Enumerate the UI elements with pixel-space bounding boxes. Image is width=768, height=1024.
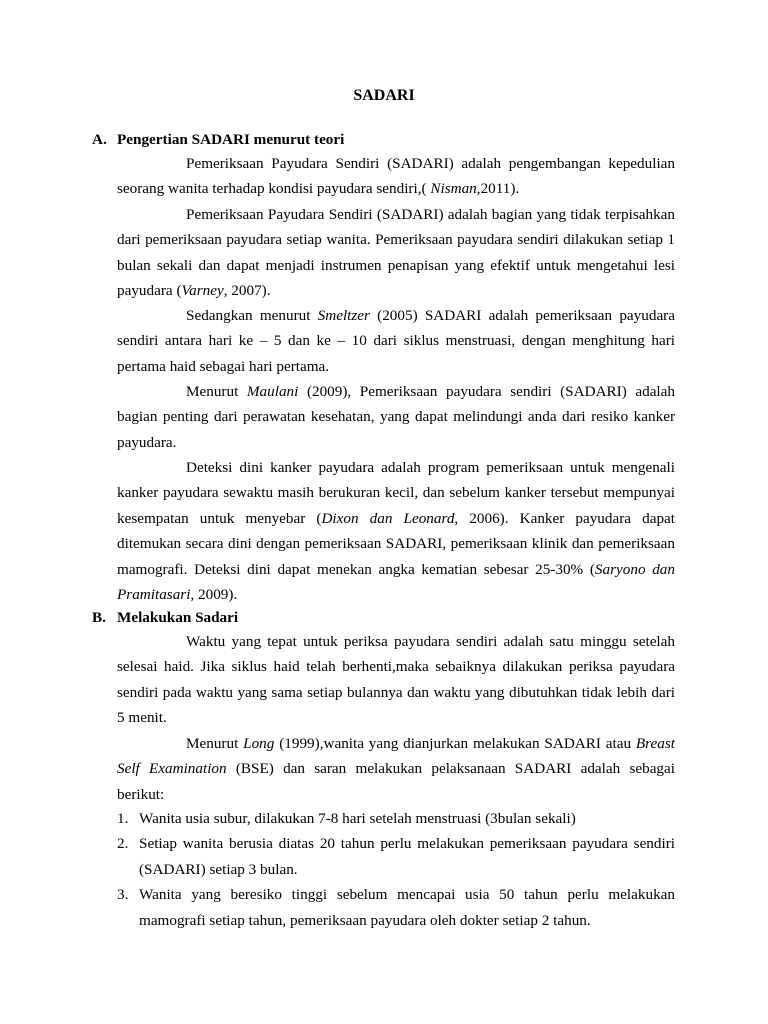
list-item xyxy=(117,831,675,882)
text-run: ,2011). xyxy=(476,180,520,198)
list-text: Setiap wanita berusia diatas 20 tahun perlu melakukan pemeriksaan payudara sendiri (SADARI) setiap 3 bulan. xyxy=(139,835,675,878)
recommendation-list xyxy=(117,806,675,933)
term: Breast Self Examination xyxy=(117,735,675,778)
text-run: Menurut xyxy=(186,383,247,400)
section-b-title: Melakukan Sadari xyxy=(117,609,239,626)
citation: Nisman xyxy=(430,180,477,198)
section-b-paragraph-1: Waktu yang tepat untuk periksa payudara sendiri adalah satu minggu setelah selesai haid. Jika siklus haid telah berhenti,maka sebaiknya dilakukan periksa payudara sendiri pada waktu yang sama setiap bulannya dan waktu yang dibutuhkan tidak lebih dari 5 menit. xyxy=(117,633,675,727)
citation: Smeltzer xyxy=(317,307,370,324)
text-run: , 2007). xyxy=(223,282,271,300)
citation: Varney xyxy=(181,282,224,300)
text-run: , 2009). xyxy=(190,586,238,604)
list-number: 1. xyxy=(117,810,129,827)
section-a-paragraph-5 xyxy=(117,455,675,607)
list-item xyxy=(117,806,675,831)
text-run: Pemeriksaan Payudara Sendiri (SADARI) adalah pengembangan kepedulian seorang wanita terhadap kondisi payudara sendiri,( xyxy=(117,155,675,198)
section-b-heading xyxy=(92,609,238,627)
section-b-paragraph-2 xyxy=(117,731,675,807)
document-title: SADARI xyxy=(353,87,415,104)
citation: Long xyxy=(243,735,275,752)
list-text: Wanita yang beresiko tinggi sebelum mencapai usia 50 tahun perlu melakukan mamografi setiap tahun, pemeriksaan payudara oleh dokter setiap 2 tahun. xyxy=(139,886,675,929)
section-a-label: A. xyxy=(92,131,107,148)
text-run: (BSE) dan saran melakukan pelaksanaan SADARI adalah sebagai berikut: xyxy=(117,760,675,803)
section-a-paragraph-2 xyxy=(117,202,675,304)
text-run: (2005) SADARI adalah pemeriksaan payudara sendiri antara hari ke – 5 dan ke – 10 dari siklus menstruasi, dengan menghitung hari pertama haid sebagai hari pertama. xyxy=(117,307,675,375)
list-item xyxy=(117,882,675,933)
text-run: Pemeriksaan Payudara Sendiri (SADARI) adalah bagian yang tidak terpisahkan dari pemeriksaan payudara setiap wanita. Pemeriksaan payudara sendiri dilakukan setiap 1 bulan sekali dan dapat menjadi instrumen penapisan yang efektif untuk mengetahui lesi payudara ( xyxy=(117,206,675,300)
citation: Saryono dan Pramitasari xyxy=(117,560,675,604)
text-run: Sedangkan menurut xyxy=(186,307,318,324)
text-run: Deteksi dini kanker payudara adalah program pemeriksaan untuk mengenali kanker payudara sewaktu masih berukuran kecil, dan sebelum kanker tersebut mempunyai kesempatan untuk menyebar ( xyxy=(117,459,675,527)
text-run: Menurut xyxy=(186,735,244,752)
list-number: 3. xyxy=(117,886,129,904)
section-a-paragraph-4 xyxy=(117,379,675,455)
citation: Maulani xyxy=(246,383,299,400)
text-run: (1999),wanita yang dianjurkan melakukan SADARI atau xyxy=(274,735,636,752)
section-a-paragraph-3 xyxy=(117,303,675,379)
text-run: (2009), Pemeriksaan payudara sendiri (SADARI) adalah bagian penting dari perawatan kesehatan, yang dapat melindungi anda dari resiko kanker payudara. xyxy=(117,383,675,451)
section-a-title: Pengertian SADARI menurut teori xyxy=(117,131,345,148)
list-text: Wanita usia subur, dilakukan 7-8 hari setelah menstruasi (3bulan sekali) xyxy=(139,810,576,827)
list-number: 2. xyxy=(117,835,129,853)
section-a-paragraph-1 xyxy=(117,151,675,202)
text-run: , 2006). Kanker payudara dapat ditemukan secara dini dengan pemeriksaan SADARI, pemeriksaan klinik dan pemeriksaan mamografi. Deteksi dini dapat menekan angka kematian sebesar 25-30% ( xyxy=(117,509,675,578)
section-a-heading xyxy=(92,131,344,149)
section-b-label: B. xyxy=(92,609,106,626)
citation: Dixon dan Leonard xyxy=(321,509,455,527)
